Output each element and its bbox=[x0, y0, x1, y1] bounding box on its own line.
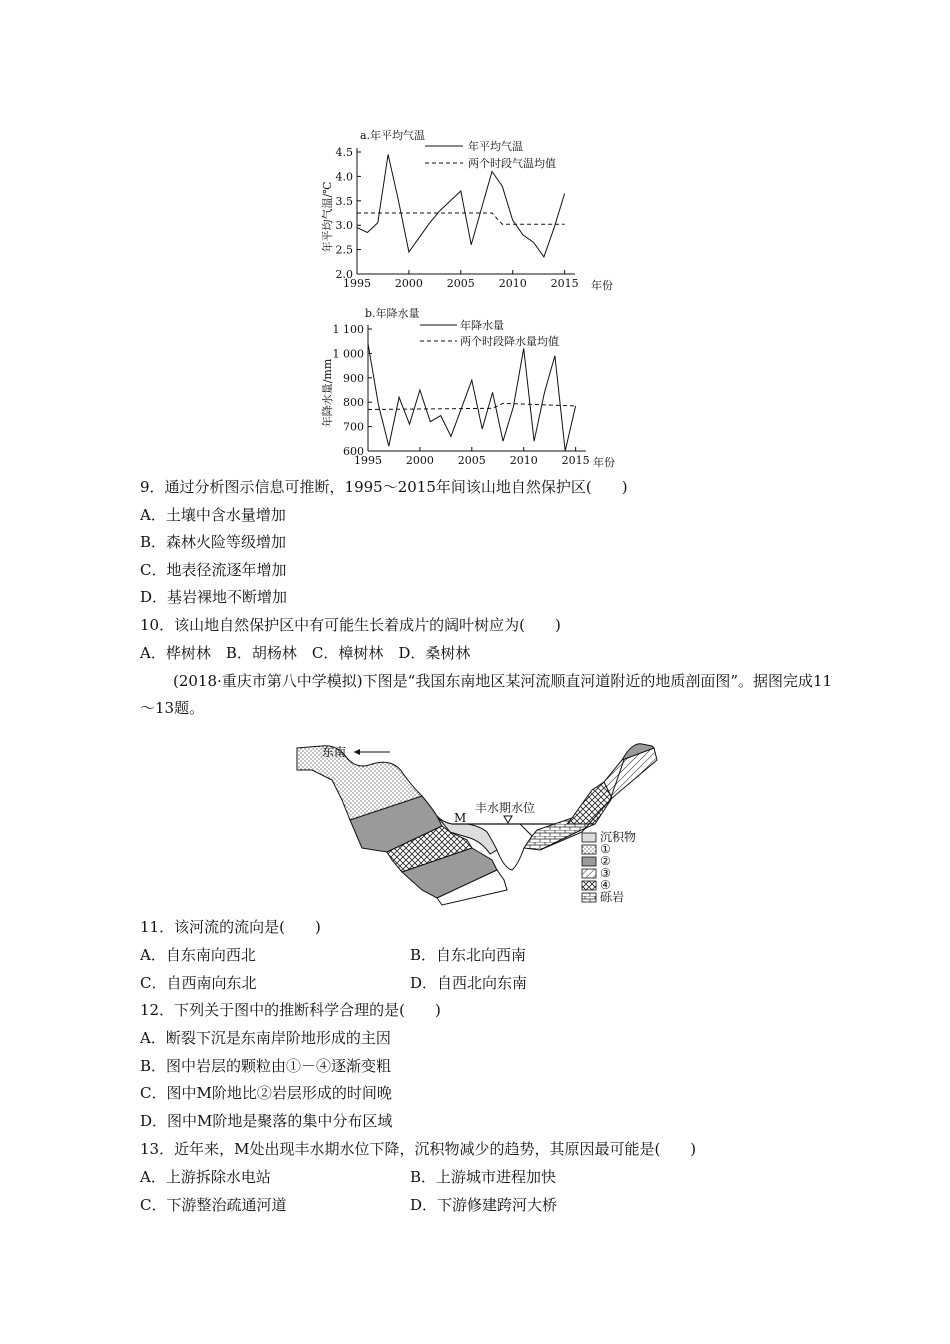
mean-line bbox=[368, 403, 576, 409]
question-9-option-a: A．土壤中含水量增加 bbox=[140, 506, 286, 524]
y-tick-label: 800 bbox=[343, 396, 364, 410]
question-12-stem: 12．下列关于图中的推断科学合理的是( ) bbox=[140, 1001, 441, 1019]
x-tick-label: 2000 bbox=[405, 454, 434, 467]
y-tick-label: 4.5 bbox=[335, 146, 353, 159]
question-11-stem: 11．该河流的流向是( ) bbox=[140, 918, 321, 936]
question-12-option-b: B．图中岩层的颗粒由①－④逐渐变粗 bbox=[140, 1057, 392, 1075]
geologic-cross-section bbox=[292, 740, 667, 910]
intro-text: (2018·重庆市第八中学模拟)下图是“我国东南地区某河流顺直河道附近的地质剖面图”。据图完成11～13题。 bbox=[140, 672, 833, 717]
question-9-option-b: B．森林火险等级增加 bbox=[140, 533, 287, 551]
legend-layer-4: ④ bbox=[600, 878, 611, 892]
section-intro bbox=[140, 668, 840, 722]
question-12-option-a: A．断裂下沉是东南岸阶地形成的主因 bbox=[140, 1029, 391, 1047]
x-tick-label: 2015 bbox=[550, 277, 579, 290]
legend-label: 年降水量 bbox=[460, 319, 504, 332]
temperature-chart bbox=[315, 125, 635, 295]
y-tick-label: 900 bbox=[343, 371, 364, 385]
mean-line bbox=[357, 213, 565, 224]
y-tick-label: 3.5 bbox=[335, 194, 353, 208]
legend-label: 两个时段气温均值 bbox=[468, 157, 556, 170]
x-tick-label: 1995 bbox=[343, 277, 371, 290]
question-11-option-d: D．自西北向东南 bbox=[410, 974, 528, 992]
series-line bbox=[368, 344, 576, 451]
question-11-option-c: C．自西南向东北 bbox=[140, 974, 257, 992]
y-tick-label: 2.5 bbox=[335, 243, 353, 257]
chart-title: a.年平均气温 bbox=[360, 129, 426, 142]
y-tick-label: 1 000 bbox=[332, 347, 364, 361]
chart-title: b.年降水量 bbox=[365, 307, 420, 320]
question-11-option-a: A．自东南向西北 bbox=[140, 946, 256, 964]
question-11-option-b: B．自东北向西南 bbox=[410, 946, 527, 964]
legend-label: 两个时段降水量均值 bbox=[460, 335, 559, 348]
legend-layer-3: ③ bbox=[600, 866, 611, 880]
figure-legend bbox=[582, 829, 636, 904]
direction-label: 东南 bbox=[322, 745, 347, 759]
x-tick-label: 1995 bbox=[354, 454, 382, 467]
x-tick-label: 2000 bbox=[394, 277, 423, 290]
y-tick-label: 3.0 bbox=[335, 219, 353, 233]
legend bbox=[420, 318, 559, 348]
question-10-options: A．桦树林 B．胡杨林 C．樟树林 D．桑树林 bbox=[140, 644, 471, 662]
question-12-option-c: C．图中M阶地比②岩层形成的时间晚 bbox=[140, 1084, 392, 1102]
legend-label: 年平均气温 bbox=[468, 140, 523, 153]
layer-4-right bbox=[567, 782, 612, 824]
legend-conglomerate: 砾岩 bbox=[600, 890, 625, 904]
legend-layer-2: ② bbox=[600, 854, 611, 868]
question-9-option-d: D．基岩裸地不断增加 bbox=[140, 588, 288, 606]
arrow-head-icon bbox=[354, 749, 360, 755]
question-9-stem: 9．通过分析图示信息可推断，1995～2015年间该山地自然保护区( ) bbox=[140, 478, 628, 496]
y-tick-label: 1 100 bbox=[332, 323, 364, 336]
y-axis-label: 年降水量/mm bbox=[321, 358, 334, 428]
legend bbox=[425, 139, 556, 170]
question-13-option-a: A．上游拆除水电站 bbox=[140, 1168, 271, 1186]
y-tick-label: 600 bbox=[343, 445, 364, 458]
x-axis-label: 年份 bbox=[593, 456, 615, 469]
x-tick-label: 2005 bbox=[446, 277, 475, 290]
x-axis-label: 年份 bbox=[591, 279, 613, 292]
y-tick-label: 700 bbox=[343, 420, 364, 434]
question-13-stem: 13．近年来，M处出现丰水期水位下降，沉积物减少的趋势，其原因最可能是( ) bbox=[140, 1140, 697, 1158]
y-tick-label: 2.0 bbox=[335, 268, 353, 281]
x-tick-label: 2010 bbox=[498, 277, 527, 290]
question-13-option-d: D．下游修建跨河大桥 bbox=[410, 1196, 558, 1214]
y-axis-label: 年平均气温/℃ bbox=[321, 181, 334, 253]
question-13-option-c: C．下游整治疏通河道 bbox=[140, 1196, 287, 1214]
precipitation-chart bbox=[315, 303, 635, 468]
question-13-option-b: B．上游城市进程加快 bbox=[410, 1168, 557, 1186]
x-tick-label: 2015 bbox=[561, 454, 590, 467]
water-level-label: 丰水期水位 bbox=[475, 801, 536, 815]
legend-layer-1: ① bbox=[600, 842, 611, 856]
legend-sediment: 沉积物 bbox=[600, 830, 637, 844]
y-tick-label: 4.0 bbox=[335, 170, 353, 184]
x-tick-label: 2005 bbox=[457, 454, 486, 467]
x-tick-label: 2010 bbox=[509, 454, 538, 467]
question-9-option-c: C．地表径流逐年增加 bbox=[140, 561, 287, 579]
terrace-m-label: M bbox=[454, 811, 467, 825]
question-10-stem: 10．该山地自然保护区中有可能生长着成片的阔叶树应为( ) bbox=[140, 616, 561, 634]
question-12-option-d: D．图中M阶地是聚落的集中分布区域 bbox=[140, 1112, 393, 1130]
water-level-marker-icon bbox=[504, 816, 512, 823]
